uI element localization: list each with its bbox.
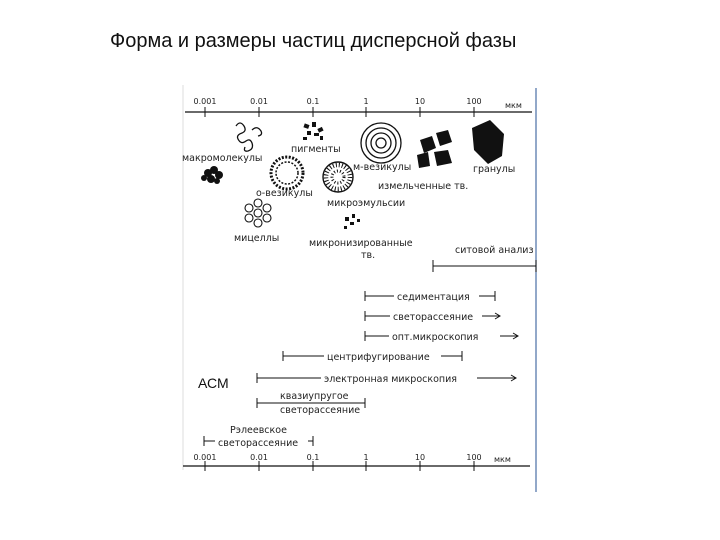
label-granules: гранулы: [473, 164, 516, 175]
top-tick-label: 100: [466, 97, 482, 106]
top-tick-label: 1: [363, 97, 369, 106]
label-light-scattering: светорассеяние: [393, 312, 474, 323]
slide-title: Форма и размеры частиц дисперсной фазы: [110, 30, 517, 52]
label-quasi-elastic: квазиупругое: [280, 391, 349, 402]
label-optical-microscopy: опт.микроскопия: [392, 332, 479, 343]
label-sedimentation: седиментация: [397, 292, 470, 303]
bottom-tick-label: 10: [414, 453, 426, 462]
milled-solids-shape: [417, 130, 452, 168]
m-vesicle-shape: [361, 123, 401, 163]
o-vesicle-shape: [271, 157, 303, 189]
label-o-vesicles: о-везикулы: [256, 188, 313, 199]
microemulsion-shape: [323, 162, 353, 192]
micronized-solids-shape: [344, 214, 360, 229]
label-micronized: микронизированные: [309, 238, 413, 249]
label-micelles: мицеллы: [234, 233, 280, 244]
label-rayleigh: Рэлеевское: [230, 425, 287, 436]
bottom-tick-label: 1: [363, 453, 369, 462]
macromolecule-blob-icon: [201, 166, 223, 184]
top-tick-label: 0.01: [250, 97, 268, 106]
label-pigments: пигменты: [291, 144, 341, 155]
label-microemulsions: микроэмульсии: [327, 198, 406, 209]
label-quasi-elastic-scattering: светорассеяние: [280, 405, 361, 416]
top-tick-label: 0.1: [306, 97, 320, 106]
bottom-tick-label: 0.01: [250, 453, 268, 462]
top-tick-label: 0.001: [193, 97, 217, 106]
label-centrifugation: центрифугирование: [327, 352, 430, 363]
bottom-axis: [183, 453, 530, 471]
bottom-axis-unit: мкм: [494, 455, 511, 464]
label-electron-microscopy: электронная микроскопия: [324, 374, 458, 385]
granule-shape: [472, 120, 504, 164]
top-axis-unit: мкм: [505, 101, 522, 110]
bottom-tick-label: 100: [466, 453, 482, 462]
label-m-vesicles: м-везикулы: [353, 162, 412, 173]
label-milled-solids: измельченные тв.: [378, 181, 469, 192]
bottom-tick-label: 0.1: [306, 453, 320, 462]
top-axis: [185, 97, 532, 117]
macromolecule-shape: [236, 123, 262, 151]
label-rayleigh-scattering: светорассеяние: [218, 438, 299, 449]
label-afm: АСМ: [198, 375, 229, 391]
label-macromolecules: макромолекулы: [182, 153, 263, 164]
top-tick-label: 10: [414, 97, 426, 106]
micelle-shape: [245, 199, 271, 227]
bottom-tick-label: 0.001: [193, 453, 217, 462]
label-micronized-solids: тв.: [361, 250, 376, 261]
label-sieve-analysis: ситовой анализ: [455, 245, 534, 256]
pigments-shape: [303, 122, 324, 140]
